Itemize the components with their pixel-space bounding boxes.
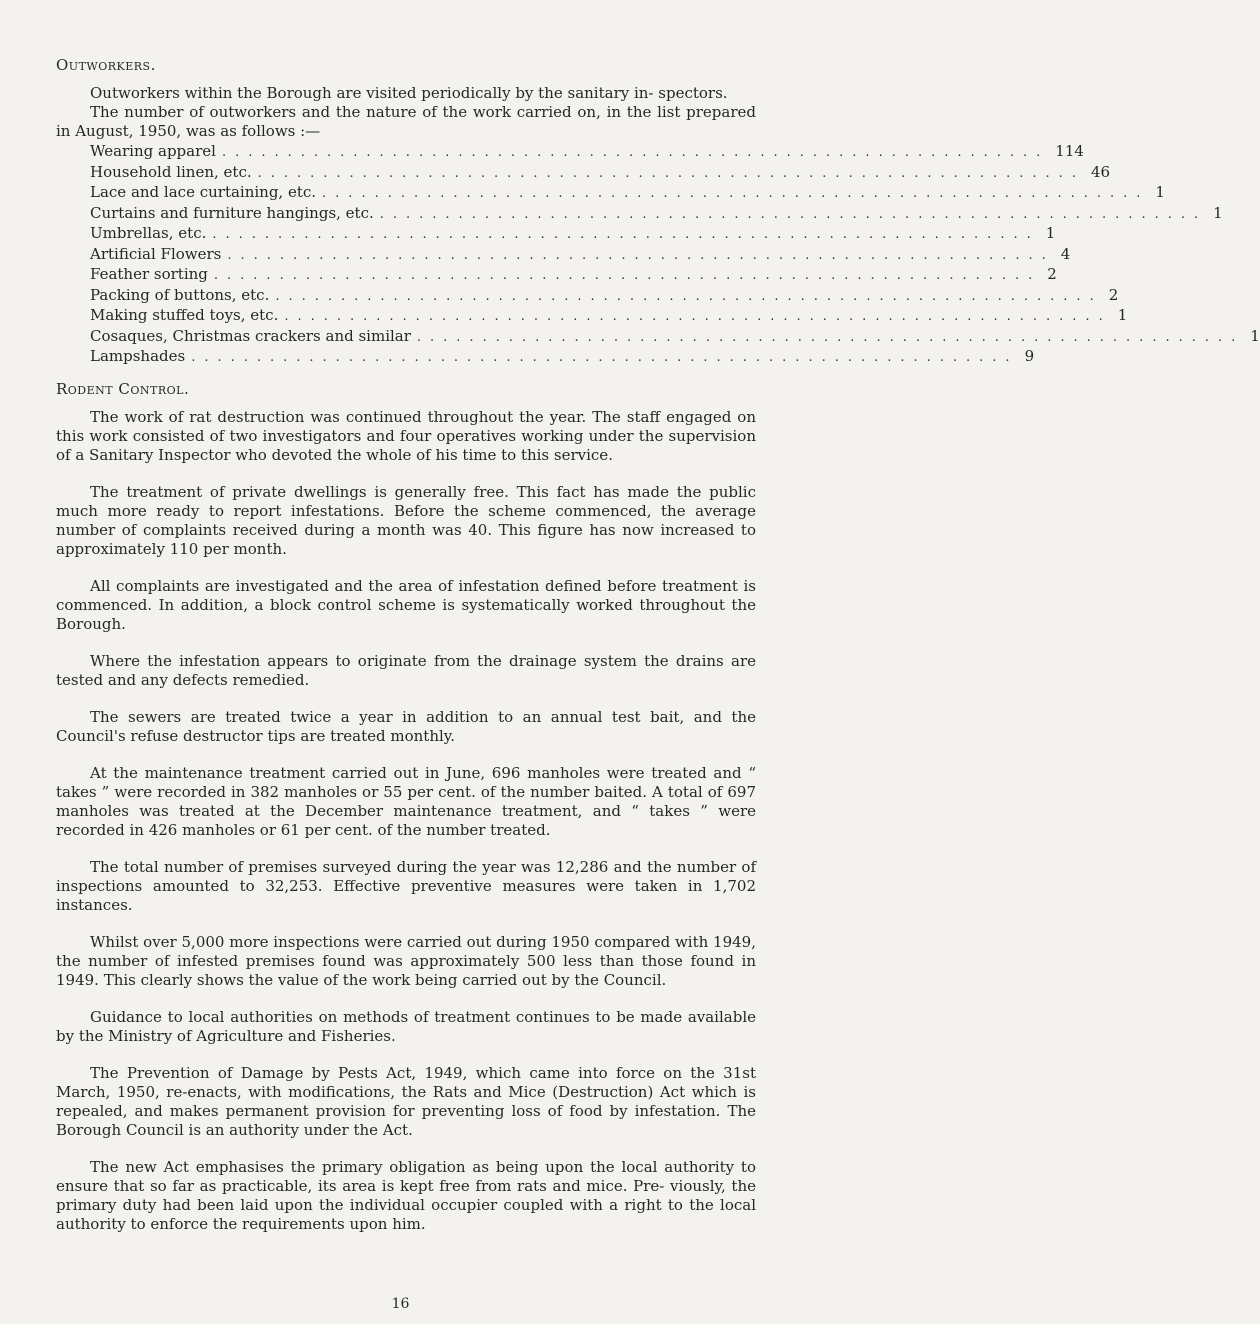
dot-leader: ............................................................... — [322, 186, 1150, 201]
list-item-label: Lampshades — [90, 347, 186, 365]
list-item — [90, 224, 1056, 245]
dot-leader: ............................................................... — [213, 268, 1042, 283]
rodent-paragraph: The total number of premises surveyed during the year was 12,286 and the number of inspections amounted to 32,253. Effective preventive measures were taken in 1,702 instances. — [56, 857, 756, 914]
list-item — [90, 347, 1035, 368]
list-item-count: 114 — [1055, 142, 1084, 160]
rodent-paragraph: At the maintenance treatment carried out in June, 696 manholes were treated and “ takes ” were recorded in 382 manholes or 55 per cent. of the number baited. A total of 697 manholes was treated at the December maintenance treatment, and “ takes ” were recorded in 426 manholes or 61 per cent. of the number treated. — [56, 763, 756, 839]
rodent-paragraph: The work of rat destruction was continued throughout the year. The staff engaged on this work consisted of two investigators and four operatives working under the supervision of a Sanitary Inspector who devoted the whole of his time to this service. — [56, 407, 756, 464]
list-item-label: Curtains and furniture hangings, etc. — [90, 203, 374, 222]
list-item-count: 2 — [1047, 265, 1057, 283]
list-item-count: 1 — [1250, 326, 1260, 345]
rodent-control-heading: Rodent Control. — [56, 379, 190, 398]
document-page — [56, 56, 1260, 1234]
list-item-label: Feather sorting — [90, 265, 208, 283]
rodent-paragraph: The sewers are treated twice a year in addition to an annual test bait, and the Council's refuse destructor tips are treated monthly. — [56, 707, 756, 745]
list-item — [90, 142, 1084, 163]
list-item-count: 1 — [1117, 306, 1128, 324]
list-item — [90, 265, 1057, 286]
dot-leader: ............................................................... — [191, 350, 1019, 365]
dot-leader: ............................................................... — [284, 309, 1112, 324]
list-item-label: Artificial Flowers — [90, 244, 222, 263]
outworkers-heading: Outworkers. — [56, 56, 156, 74]
list-item-label: Umbrellas, etc. — [90, 224, 207, 242]
rodent-paragraph: All complaints are investigated and the area of infestation defined before treatment is commenced. In addition, a block control scheme is systematically worked throughout the Borough. — [56, 576, 756, 633]
list-item-count: 46 — [1090, 162, 1111, 181]
list-item-count: 4 — [1060, 244, 1071, 263]
list-item — [90, 285, 1119, 307]
rodent-paragraph: Where the infestation appears to originate from the drainage system the drains are tested and any defects remedied. — [56, 651, 756, 689]
list-item-label: Household linen, etc. — [90, 162, 252, 181]
list-item-label: Packing of buttons, etc. — [90, 285, 270, 304]
rodent-paragraph: The treatment of private dwellings is generally free. This fact has made the public much more ready to report infestations. Before the scheme commenced, the average number of complaints received during a month was 40. This figure has now increased to approximately 110 per month. — [56, 482, 756, 558]
list-item-count: 1 — [1045, 224, 1056, 242]
dot-leader: ............................................................... — [257, 165, 1085, 181]
dot-leader: ............................................................... — [227, 247, 1055, 263]
list-item — [90, 244, 1071, 266]
outworkers-list — [90, 142, 1260, 368]
list-item-count: 9 — [1024, 347, 1035, 365]
list-item — [90, 326, 1260, 348]
list-item — [90, 306, 1128, 327]
rodent-paragraph: The Prevention of Damage by Pests Act, 1949, which came into force on the 31st March, 1950, re-enacts, with modifications, the Rats and Mice (Destruction) Act which is repealed, and makes permanent provision for preventing loss of food by infestation. The Borough Council is an authority under the Act. — [56, 1063, 756, 1139]
list-item-count: 1 — [1213, 203, 1223, 222]
list-item — [90, 162, 1111, 184]
dot-leader: ............................................................... — [212, 227, 1040, 242]
page-number: 16 — [391, 1296, 410, 1312]
list-item — [90, 203, 1223, 225]
list-item-label: Lace and lace curtaining, etc. — [90, 183, 317, 201]
outworkers-list-intro: The number of outworkers and the nature of the work carried on, in the list prepared in August, 1950, was as follows :— — [56, 103, 756, 140]
dot-leader: ............................................................... — [221, 145, 1050, 160]
dot-leader: ............................................................... — [416, 329, 1245, 345]
rodent-paragraph: The new Act emphasises the primary obligation as being upon the local authority to ensure that so far as practicable, its area is kept free from rats and mice. Pre- viously, the primary duty had been laid upon the individual occupier coupled with a right to the local authority to enforce the requirements upon him. — [56, 1157, 756, 1233]
dot-leader: ............................................................... — [379, 206, 1208, 222]
rodent-paragraph: Guidance to local authorities on methods of treatment continues to be made available by the Ministry of Agriculture and Fisheries. — [56, 1007, 756, 1045]
list-item — [90, 183, 1165, 204]
list-item-label: Wearing apparel — [90, 142, 216, 160]
list-item-count: 1 — [1155, 183, 1165, 201]
rodent-paragraph: Whilst over 5,000 more inspections were carried out during 1950 compared with 1949, the number of infested premises found was approximately 500 less than those found in 1949. This clearly shows the value of the work being carried out by the Council. — [56, 932, 756, 989]
list-item-label: Cosaques, Christmas crackers and similar — [90, 326, 411, 345]
list-item-label: Making stuffed toys, etc. — [90, 306, 279, 324]
dot-leader: ............................................................... — [275, 288, 1103, 304]
list-item-count: 2 — [1108, 285, 1119, 304]
outworkers-intro: Outworkers within the Borough are visited periodically by the sanitary in- spectors. — [90, 84, 728, 102]
